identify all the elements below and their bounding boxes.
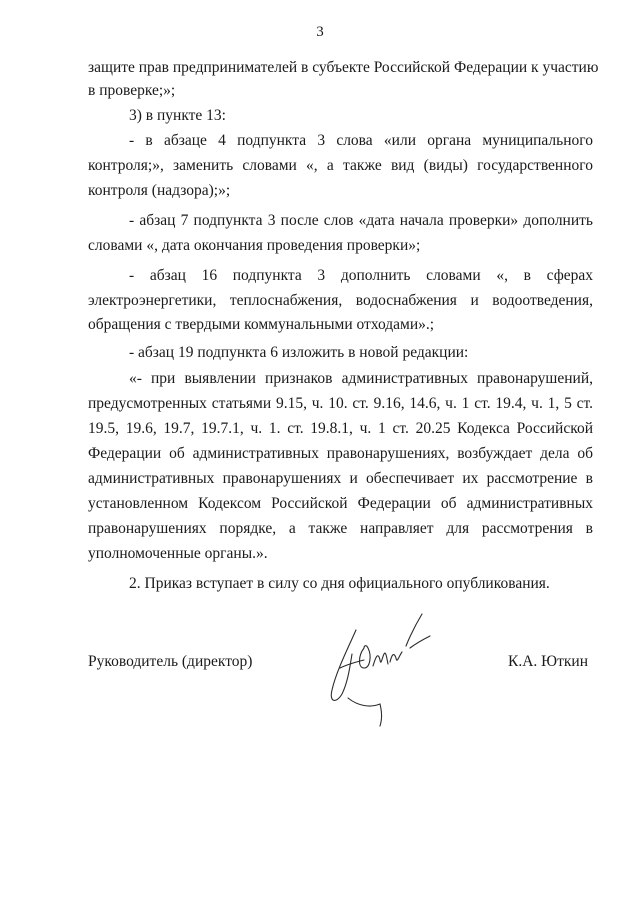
text-line-12: - абзац 19 подпункта 6 изложить в новой редакции: — [129, 344, 469, 361]
signer-name: К.А. Юткин — [508, 653, 588, 670]
text-line-20: уполномоченные органы.». — [88, 545, 268, 562]
text-line-2: в проверке;»; — [88, 82, 176, 99]
text-line-4: - в абзаце 4 подпункта 3 слова «или органа муниципального — [129, 132, 593, 149]
text-line-1: защите прав предпринимателей в субъекте Российской Федерации к участию — [88, 59, 599, 76]
text-line-18: установленном Кодексом Российской Федерации об административных — [88, 495, 593, 512]
text-line-8: словами «, дата окончания проведения проверки»; — [88, 237, 421, 254]
text-line-19: правонарушениях порядке, а также направляет для рассмотрения в — [88, 520, 593, 537]
text-line-9: - абзац 16 подпункта 3 дополнить словами «, в сферах — [129, 267, 593, 284]
text-line-11: обращения с твердыми коммунальными отходами».; — [88, 316, 435, 333]
text-line-14: предусмотренных статьями 9.15, ч. 10. ст. 9.16, 14.6, ч. 1 ст. 19.4, ч. 1, 5 ст. — [88, 395, 593, 412]
text-line-17: административных правонарушениях и обеспечивает их рассмотрение в — [88, 470, 593, 487]
text-line-5: контроля;», заменить словами «, а также вид (виды) государственного — [88, 157, 593, 174]
text-line-16: Федерации об административных правонарушениях, возбуждает дела об — [88, 445, 593, 462]
text-line-7: - абзац 7 подпункта 3 после слов «дата начала проверки» дополнить — [129, 212, 593, 229]
handwritten-signature — [318, 608, 448, 728]
text-line-13: «- при выявлении признаков административных правонарушений, — [129, 370, 593, 387]
text-line-15: 19.5, 19.6, 19.7, 19.7.1, ч. 1. ст. 19.8.1, ч. 1 ст. 20.25 Кодекса Российской — [88, 420, 593, 437]
item-3-heading: 3) в пункте 13: — [129, 107, 226, 124]
text-line-10: электроэнергетики, теплоснабжения, водоснабжения и водоотведения, — [88, 292, 593, 309]
text-line-6: контроля (надзора);»; — [88, 182, 231, 199]
signer-position: Руководитель (директор) — [88, 653, 253, 670]
page-number: 3 — [316, 24, 324, 40]
text-line-21: 2. Приказ вступает в силу со дня официального опубликования. — [129, 575, 550, 592]
